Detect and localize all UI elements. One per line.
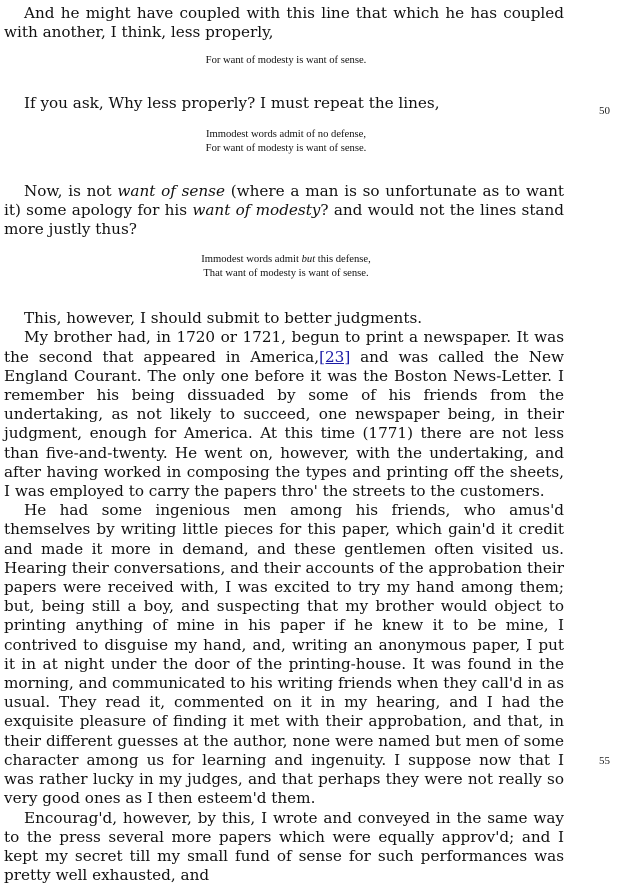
- footnote-23-link[interactable]: [23]: [319, 348, 350, 366]
- verse-1: [4, 54, 564, 68]
- paragraph-4: [4, 309, 564, 328]
- paragraph-3-text-a: Now, is not: [24, 182, 117, 200]
- margin-line-number-55: 55: [599, 755, 610, 767]
- paragraph-3-emphasis-sense: want of sense: [117, 182, 225, 200]
- paragraph-6-text: He had some ingenious men among his friends, who amus'd themselves by writing little pieces for this paper, which gain'd it credit and made it more in demand, and these gentlemen often visited us. Hearing their conversations, and their accounts of the approbation their papers were received with, I was excited to try my hand among them; but, being still a boy, and suspecting that my brother would object to printing anything of mine in his paper if he knew it to be mine, I contrived to disguise my hand, and, writing an anonymous paper, I put it in at night under the door of the printing-house. It was found in the morning, and communicated to his writing friends when they call'd in as usual. They read it, commented on it in my hearing, and I had the exquisite pleasure of finding it met with their approbation, and that, in their different guesses at the author, none were named but men of some character among us for learning and ingenuity. I suppose now that I was rather lucky in my judges, and that perhaps they were not really so very good ones as I then esteem'd them.: [4, 501, 564, 807]
- page-content: [4, 4, 564, 885]
- verse-3: [4, 253, 564, 281]
- paragraph-6: [4, 501, 564, 808]
- paragraph-5-text-a: My brother had, in 1720 or 1721, begun to print a newspaper. It was the second that appeared in America,: [4, 328, 564, 365]
- paragraph-2-text: If you ask, Why less properly? I must repeat the lines,: [24, 94, 440, 112]
- paragraph-5: [4, 328, 564, 501]
- paragraph-4-text: This, however, I should submit to better judgments.: [24, 309, 422, 327]
- verse-2-line-1: Immodest words admit of no defense,: [8, 128, 564, 142]
- verse-3-line-1-c: this defense,: [315, 254, 371, 265]
- verse-3-line-2: That want of modesty is want of sense.: [8, 267, 564, 281]
- paragraph-3: [4, 182, 564, 240]
- verse-1-line-1: For want of modesty is want of sense.: [8, 54, 564, 68]
- paragraph-7-text: Encourag'd, however, by this, I wrote and conveyed in the same way to the press several more papers which were equally approv'd; and I kept my secret till my small fund of sense for such performances was pretty well exhausted, and: [4, 809, 564, 885]
- paragraph-2: [4, 94, 564, 113]
- verse-3-line-1: [8, 253, 564, 267]
- paragraph-1-text: And he might have coupled with this line that which he has coupled with another, I think, less properly,: [4, 4, 564, 41]
- paragraph-5-text-b: and was called the New England Courant. The only one before it was the Boston News-Letter. I remember his being dissuaded by some of his friends from the undertaking, as not likely to succeed, one newspaper being, in their judgment, enough for America. At this time (1771) there are not less than five-and-twenty. He went on, however, with the undertaking, and after having worked in composing the types and printing off the sheets, I was employed to carry the papers thro' the streets to the customers.: [4, 348, 564, 500]
- paragraph-3-emphasis-modesty: want of modesty: [192, 201, 320, 219]
- paragraph-3-text-c: (where a man is so unfortunate as to want it) some apology for his: [4, 182, 564, 219]
- paragraph-3-text-e: ? and would not the lines stand more justly thus?: [4, 201, 564, 238]
- verse-3-emphasis-but: but: [302, 254, 316, 265]
- paragraph-7: [4, 809, 564, 885]
- margin-line-number-50: 50: [599, 105, 610, 117]
- verse-3-line-1-a: Immodest words admit: [201, 254, 301, 265]
- verse-2-line-2: For want of modesty is want of sense.: [8, 142, 564, 156]
- paragraph-1: [4, 4, 564, 42]
- verse-2: [4, 128, 564, 156]
